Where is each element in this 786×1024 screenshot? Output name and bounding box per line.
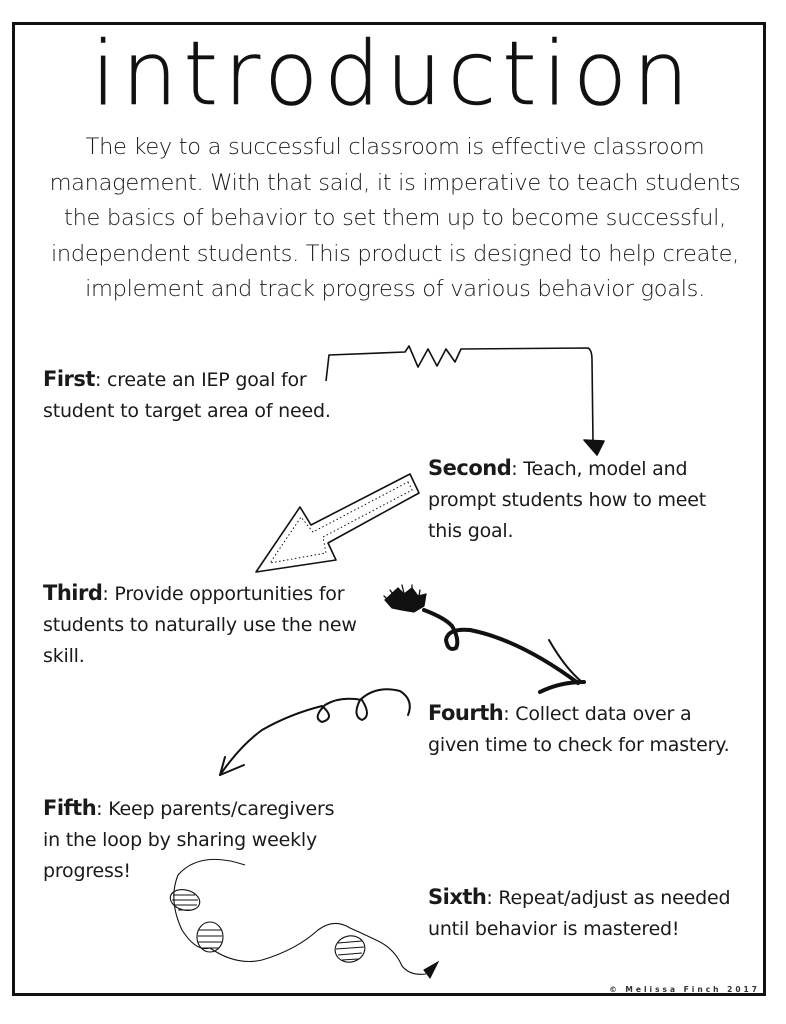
- intro-line: the basics of behavior to set them up to become successful,: [64, 205, 726, 231]
- intro-line: management. With that said, it is imperative to teach students: [49, 169, 741, 196]
- step-text: Keep parents/caregivers: [102, 798, 335, 820]
- step-label: Second: [428, 456, 512, 480]
- step-text: Repeat/adjust as needed: [492, 887, 731, 909]
- step-label: First: [43, 367, 95, 391]
- step-text: Collect data over a: [509, 703, 692, 725]
- intro-line: independent students. This product is designed to help create,: [50, 240, 739, 267]
- step-third: Third: Provide opportunities for students to naturally use the new skill.: [43, 578, 383, 672]
- feathered-loop-arrow-icon: [384, 585, 584, 692]
- step-text: Provide opportunities for: [108, 583, 345, 605]
- intro-line: The key to a successful classroom is effective classroom: [85, 134, 705, 160]
- step-label: Fourth: [428, 701, 504, 725]
- intro-line: implement and track progress of various behavior goals.: [85, 276, 705, 302]
- curly-loop-arrow-icon: [220, 689, 410, 775]
- dotted-path-paper-plane-icon: [168, 859, 438, 978]
- step-text: student to target area of need.: [43, 400, 331, 422]
- step-text: in the loop by sharing weekly: [43, 829, 318, 851]
- step-first: First: create an IEP goal for student to target area of need.: [43, 364, 343, 427]
- zigzag-bracket-arrow-icon: [326, 346, 604, 455]
- step-text: Teach, model and: [517, 458, 688, 480]
- step-second: Second: Teach, model and prompt students how to meet this goal.: [428, 453, 758, 547]
- step-text: students to naturally use the new: [43, 614, 357, 636]
- step-label: Fifth: [43, 796, 97, 820]
- step-text: given time to check for mastery.: [428, 734, 730, 756]
- step-text: this goal.: [428, 520, 514, 542]
- step-text: progress!: [43, 860, 131, 882]
- step-text: create an IEP goal for: [101, 369, 307, 391]
- step-label: Third: [43, 581, 103, 605]
- step-label: Sixth: [428, 885, 487, 909]
- step-fifth: Fifth: Keep parents/caregivers in the loop by sharing weekly progress!: [43, 793, 373, 887]
- step-text: skill.: [43, 645, 85, 667]
- step-sixth: Sixth: Repeat/adjust as needed until behavior is mastered!: [428, 882, 768, 945]
- step-text: prompt students how to meet: [428, 489, 707, 511]
- copyright-notice: © Melissa Finch 2017: [609, 985, 760, 994]
- step-text: until behavior is mastered!: [428, 918, 680, 940]
- dotted-block-arrow-icon: [256, 474, 419, 572]
- page-title: introduction: [91, 22, 695, 125]
- step-fourth: Fourth: Collect data over a given time to check for mastery.: [428, 698, 768, 761]
